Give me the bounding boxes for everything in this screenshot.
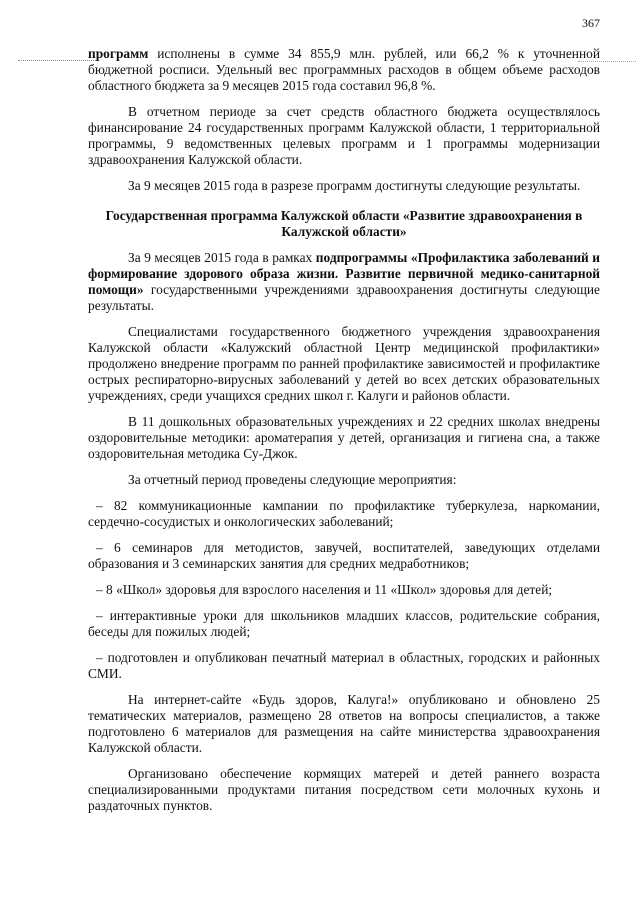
list-item: – 8 «Школ» здоровья для взрослого населения и 11 «Школ» здоровья для детей; — [96, 582, 553, 597]
paragraph-website: На интернет-сайте «Будь здоров, Калуга!» опубликовано и обновлено 25 тематических материалов, размещено 28 ответов на вопросы специалистов, а также подготовлено 6 материалов для размещения на сайте министерства здравоохранения Калужской области. — [88, 692, 600, 755]
page-number: 367 — [582, 16, 600, 30]
paragraph-specialists: Специалистами государственного бюджетного учреждения здравоохранения Калужской области «Калужский областной Центр медицинской профилактики» продолжено внедрение программ по ранней профилактике зависимостей и профилактике острых респираторно-вирусных заболеваний у детей во всех детских образовательных учреждениях, среди учащихся средних школ г. Калуги и районов области. — [88, 324, 600, 403]
paragraph-budget-summary — [88, 46, 600, 94]
document-body — [88, 46, 600, 824]
paragraph-nutrition: Организовано обеспечение кормящих матерей и детей раннего возраста специализированными продуктами питания посредством сети молочных кухонь и раздаточных пунктов. — [88, 766, 600, 813]
scan-artifact-left — [18, 60, 96, 61]
paragraph-text: государственными учреждениями здравоохранения достигнуты следующие результаты. — [88, 282, 600, 313]
list-item: – интерактивные уроки для школьников младших классов, родительские собрания, беседы для пожилых людей; — [88, 608, 600, 639]
paragraph-text: За 9 месяцев 2015 года в рамках — [128, 250, 316, 265]
paragraph-results-intro: За 9 месяцев 2015 года в разрезе программ достигнуты следующие результаты. — [128, 178, 581, 193]
section-heading: Государственная программа Калужской области «Развитие здравоохранения в Калужской области» — [105, 208, 583, 239]
paragraph-subprogram — [88, 250, 600, 314]
list-item: – подготовлен и опубликован печатный материал в областных, городских и районных СМИ. — [88, 650, 600, 681]
bold-term: программ — [88, 46, 149, 61]
list-item: – 6 семинаров для методистов, завучей, воспитателей, заведующих отделами образования и 3 семинарских занятия для средних медработников; — [88, 540, 600, 571]
bold-subprogram-title: подпрограммы «Профилактика заболеваний и формирование здорового образа жизни. Развитие первичной медико-санитарной помощи» — [88, 250, 601, 297]
paragraph-events-intro: За отчетный период проведены следующие мероприятия: — [128, 472, 457, 487]
paragraph-financing: В отчетном периоде за счет средств областного бюджета осуществлялось финансирование 24 государственных программ Калужской области, 1 территориальной программы, 9 ведомственных целевых программ и 1 программы модернизации здравоохранения Калужской области. — [88, 104, 600, 167]
paragraph-text: исполнены в сумме 34 855,9 млн. рублей, или 66,2 % к уточненной бюджетной росписи. Удельный вес программных расходов в общем объеме расходов областного бюджета за 9 месяцев 2015 года составил 96,8 %. — [88, 46, 600, 93]
list-item: – 82 коммуникационные кампании по профилактике туберкулеза, наркомании, сердечно-сосудистых и онкологических заболеваний; — [88, 498, 600, 529]
paragraph-methods: В 11 дошкольных образовательных учреждениях и 22 средних школах внедрены оздоровительные методики: ароматерапия у детей, организация и гигиена сна, а также оздоровительная методика Су-Джок. — [88, 414, 600, 461]
